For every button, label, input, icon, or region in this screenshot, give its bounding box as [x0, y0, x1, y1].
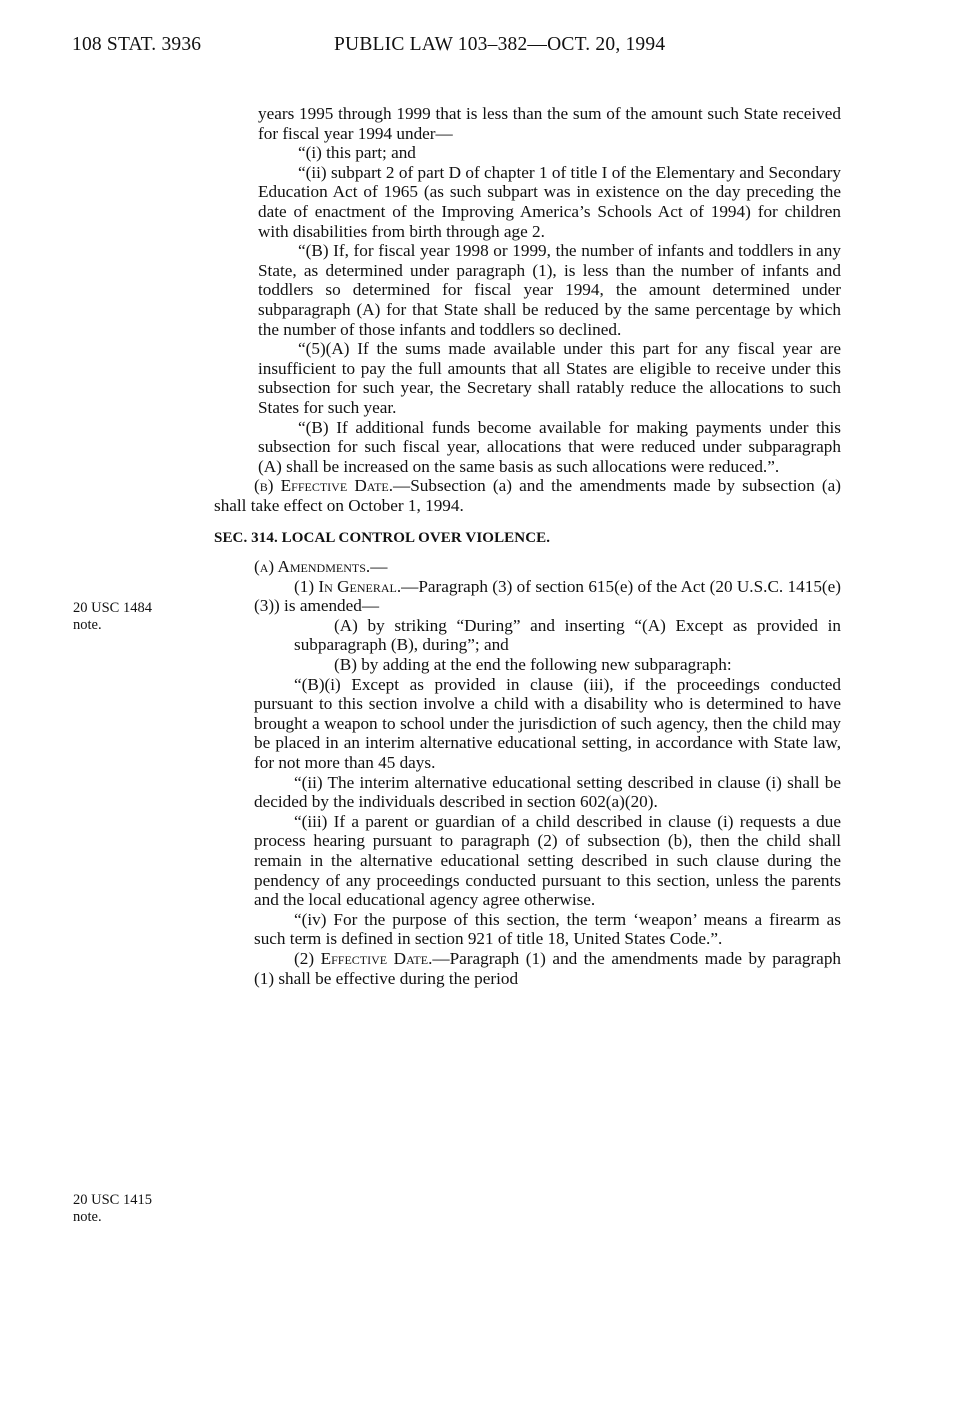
margin-note-label: note.: [73, 616, 102, 633]
amendments-label: (a) Amendments.: [254, 557, 371, 577]
clause-b-iv: “(iv) For the purpose of this section, the term ‘weapon’ means a firearm as such term is defined in section 921 of title 18, United States Code.”.: [254, 909, 841, 949]
clause-b-ii: “(ii) The interim alternative educational setting described in clause (i) shall be decided by the individuals described in section 602(a)(20).: [254, 772, 841, 812]
public-law-title: PUBLIC LAW 103–382—OCT. 20, 1994: [334, 34, 666, 55]
paragraph-5b: “(B) If additional funds become available for making payments under this subsection for such fiscal year, allocations that were reduced under subparagraph (A) shall be increased on the same basis as such allocations were reduced.”.: [258, 417, 841, 476]
effective-date-2-text: —Paragraph (1) and the amendments made by paragraph (1) shall be effective during the period: [254, 948, 842, 988]
in-general: [214, 577, 841, 616]
running-header: [72, 34, 898, 64]
clause-b-i: “(B)(i) Except as provided in clause (iii), if the proceedings conducted pursuant to this section involve a child with a disability who is determined to have brought a weapon to school under the jurisdiction of such agency, then the child may be placed in an interim alternative educational setting, in accordance with State law, for not more than 45 days.: [254, 674, 841, 772]
margin-note-label: note.: [73, 1208, 102, 1225]
in-general-text: —Paragraph (3) of section 615(e) of the Act (20 U.S.C. 1415(e)(3)) is amended—: [254, 576, 841, 616]
clause-b-iii: “(iii) If a parent or guardian of a child described in clause (i) requests a due process hearing pursuant to paragraph (2) of subsection (b), then the child shall remain in the alternative educational setting described in such clause during the pendency of any proceedings conducted pursuant to this section, unless the parents and the local educational agency agree otherwise.: [254, 811, 841, 910]
effective-date-2-label: (2) Effective Date.: [294, 948, 433, 968]
amendments-dash: —: [370, 557, 388, 577]
margin-note-1415: [73, 1192, 152, 1225]
amendments-heading: [214, 557, 841, 577]
paragraph-5a: “(5)(A) If the sums made available under this part for any fiscal year are insufficient to pay the full amounts that all States are eligible to receive under this subsection for such year, the Secretary shall ratably reduce the allocations to such States for such year.: [258, 339, 841, 417]
stat-page-number: 108 STAT. 3936: [72, 34, 202, 55]
paragraph-continuation: years 1995 through 1999 that is less than the sum of the amount such State received for fiscal year 1994 under—: [258, 104, 841, 143]
statute-body: [214, 104, 841, 988]
margin-note-1484: [73, 600, 152, 633]
margin-note-code: 20 USC 1484: [73, 600, 152, 616]
effective-date-b-text: —Subsection (a) and the amendments made by subsection (a) shall take effect on October 1, 1994.: [214, 476, 841, 515]
clause-i: “(i) this part; and: [298, 143, 416, 163]
amend-item-b: (B) by adding at the end the following new subparagraph:: [334, 655, 732, 675]
in-general-label: (1) In General.: [294, 576, 402, 596]
margin-note-code: 20 USC 1415: [73, 1192, 152, 1208]
amend-item-a: (A) by striking “During” and inserting “(A) Except as provided in subparagraph (B), during”; and: [294, 615, 841, 655]
effective-date-b-label: (b) Effective Date.: [254, 476, 394, 496]
subparagraph-b: “(B) If, for fiscal year 1998 or 1999, the number of infants and toddlers in any State, as determined under paragraph (1), is less than the number of infants and toddlers so determined for fiscal year 1994, the amount determined under subparagraph (A) for that State shall be reduced by the same percentage by which the number of those infants and toddlers so declined.: [258, 241, 841, 339]
clause-ii: “(ii) subpart 2 of part D of chapter 1 of title I of the Elementary and Secondary Education Act of 1965 (as such subpart was in existence on the day preceding the date of enactment of the Improving America’s Schools Act of 1994) for children with disabilities from birth through age 2.: [258, 162, 841, 241]
effective-date-2: [214, 949, 841, 988]
section-heading: SEC. 314. LOCAL CONTROL OVER VIOLENCE.: [214, 530, 551, 547]
effective-date-b: [214, 476, 841, 515]
